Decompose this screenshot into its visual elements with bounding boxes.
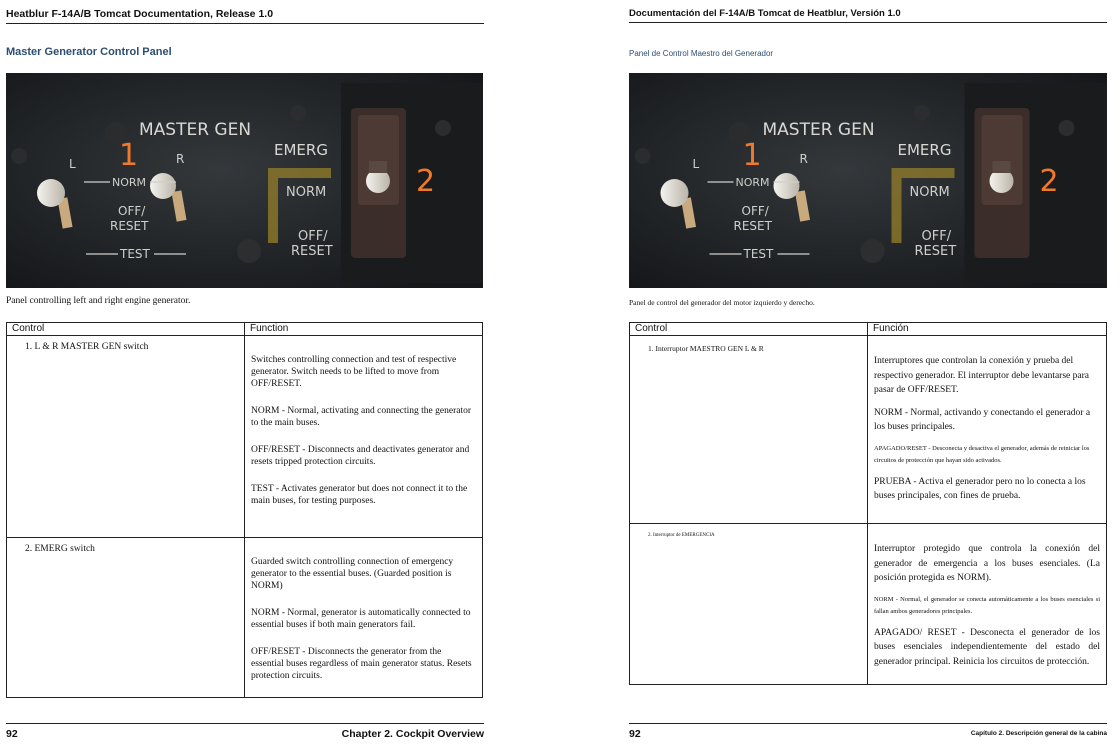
svg-text:NORM: NORM xyxy=(286,185,327,200)
svg-text:OFF/: OFF/ xyxy=(741,204,769,218)
section-title: Master Generator Control Panel xyxy=(6,46,172,58)
table-header-function: Function xyxy=(245,323,483,336)
control-name: 1. L & R MASTER GEN switch xyxy=(7,336,245,538)
svg-text:MASTER GEN: MASTER GEN xyxy=(139,120,252,140)
function-description: Interruptores que controlan la conexión y prueba del respectivo generador. El interruptor debe levantarse para pasar de OFF/RESET. NORM - Normal, activando y conectando el generador a los buses principales. APAGADO/RESET - Desconecta y desactiva el generador, además de reiniciar los circuitos de protección que hayan sido activados. PRUEBA - Activa el generador pero no lo conecta a los buses principales, con fines de prueba. xyxy=(868,336,1107,524)
page-english xyxy=(6,0,484,749)
running-header: Heatblur F-14A/B Tomcat Documentation, Release 1.0 xyxy=(6,8,484,24)
svg-text:L: L xyxy=(69,157,76,171)
svg-text:RESET: RESET xyxy=(914,244,957,259)
table-header-function: Función xyxy=(868,323,1107,336)
svg-text:NORM: NORM xyxy=(735,176,770,189)
page-footer xyxy=(629,723,1107,740)
master-gen-panel-photo xyxy=(629,73,1107,288)
chapter-title: Chapter 2. Cockpit Overview xyxy=(341,728,484,740)
table-row xyxy=(630,336,1107,524)
master-gen-panel-photo xyxy=(6,73,483,288)
function-description: Interruptor protegido que controla la conexión del generador de emergencia a los buses esenciales. (La posición protegida es NORM). NORM - Normal, el generador se conecta automáticamente a los buses esenciales si fallan ambos generadores principales. APAGADO/ RESET - Desconecta el generador de los buses esenciales independientemente del estado del generador principal. Reinicia los circuitos de protección. xyxy=(868,524,1107,685)
control-function-table xyxy=(6,322,483,698)
chapter-title: Capítulo 2. Descripción general de la cabina xyxy=(970,730,1107,737)
figure-caption: Panel controlling left and right engine generator. xyxy=(6,296,191,306)
callout-2: 2 xyxy=(416,164,436,199)
svg-text:NORM: NORM xyxy=(909,185,950,200)
page-number: 92 xyxy=(6,728,18,740)
svg-text:RESET: RESET xyxy=(733,219,772,233)
control-name: 2. Interruptor de EMERGENCIA xyxy=(630,524,868,685)
svg-text:OFF/: OFF/ xyxy=(298,229,328,244)
table-header-control: Control xyxy=(630,323,868,336)
table-row xyxy=(7,336,483,538)
page-footer xyxy=(6,723,484,740)
control-name: 1. Interruptor MAESTRO GEN L & R xyxy=(630,336,868,524)
control-name: 2. EMERG switch xyxy=(7,538,245,698)
table-row xyxy=(7,538,483,698)
svg-text:EMERG: EMERG xyxy=(897,141,952,159)
svg-text:OFF/: OFF/ xyxy=(921,229,952,244)
svg-text:RESET: RESET xyxy=(291,244,333,259)
table-header-control: Control xyxy=(7,323,245,336)
svg-text:TEST: TEST xyxy=(120,247,150,261)
svg-text:TEST: TEST xyxy=(743,247,774,261)
callout-1: 1 xyxy=(742,138,762,173)
control-function-table xyxy=(629,322,1107,685)
svg-text:R: R xyxy=(799,152,808,166)
callout-2: 2 xyxy=(1039,164,1059,199)
svg-text:RESET: RESET xyxy=(110,219,149,233)
svg-text:OFF/: OFF/ xyxy=(118,204,146,218)
svg-text:MASTER GEN: MASTER GEN xyxy=(762,120,875,140)
svg-text:L: L xyxy=(692,157,700,171)
section-title: Panel de Control Maestro del Generador xyxy=(629,49,774,58)
page-number: 92 xyxy=(629,728,641,740)
running-header: Documentación del F-14A/B Tomcat de Heatblur, Versión 1.0 xyxy=(629,8,1107,23)
svg-text:NORM: NORM xyxy=(112,176,147,189)
function-description: Switches controlling connection and test of respective generator. Switch needs to be lifted to move from OFF/RESET. NORM - Normal, activating and connecting the generator to the main buses. OFF/RESET - Disconnects and deactivates generator and resets tripped protection circuits. TEST - Activates generator but does not connect it to the main buses, for testing purposes. xyxy=(245,336,483,538)
callout-1: 1 xyxy=(119,138,139,173)
figure-caption: Panel de control del generador del motor izquierdo y derecho. xyxy=(629,298,815,307)
svg-text:R: R xyxy=(176,152,185,166)
page-spanish xyxy=(629,0,1107,749)
table-row xyxy=(630,524,1107,685)
function-description: Guarded switch controlling connection of emergency generator to the essential buses. (Guarded position is NORM) NORM - Normal, generator is automatically connected to essential buses if both main generators fail. OFF/RESET - Disconnects the generator from the essential buses regardless of main generator status. Resets protection circuits. xyxy=(245,538,483,698)
svg-text:EMERG: EMERG xyxy=(274,141,328,159)
